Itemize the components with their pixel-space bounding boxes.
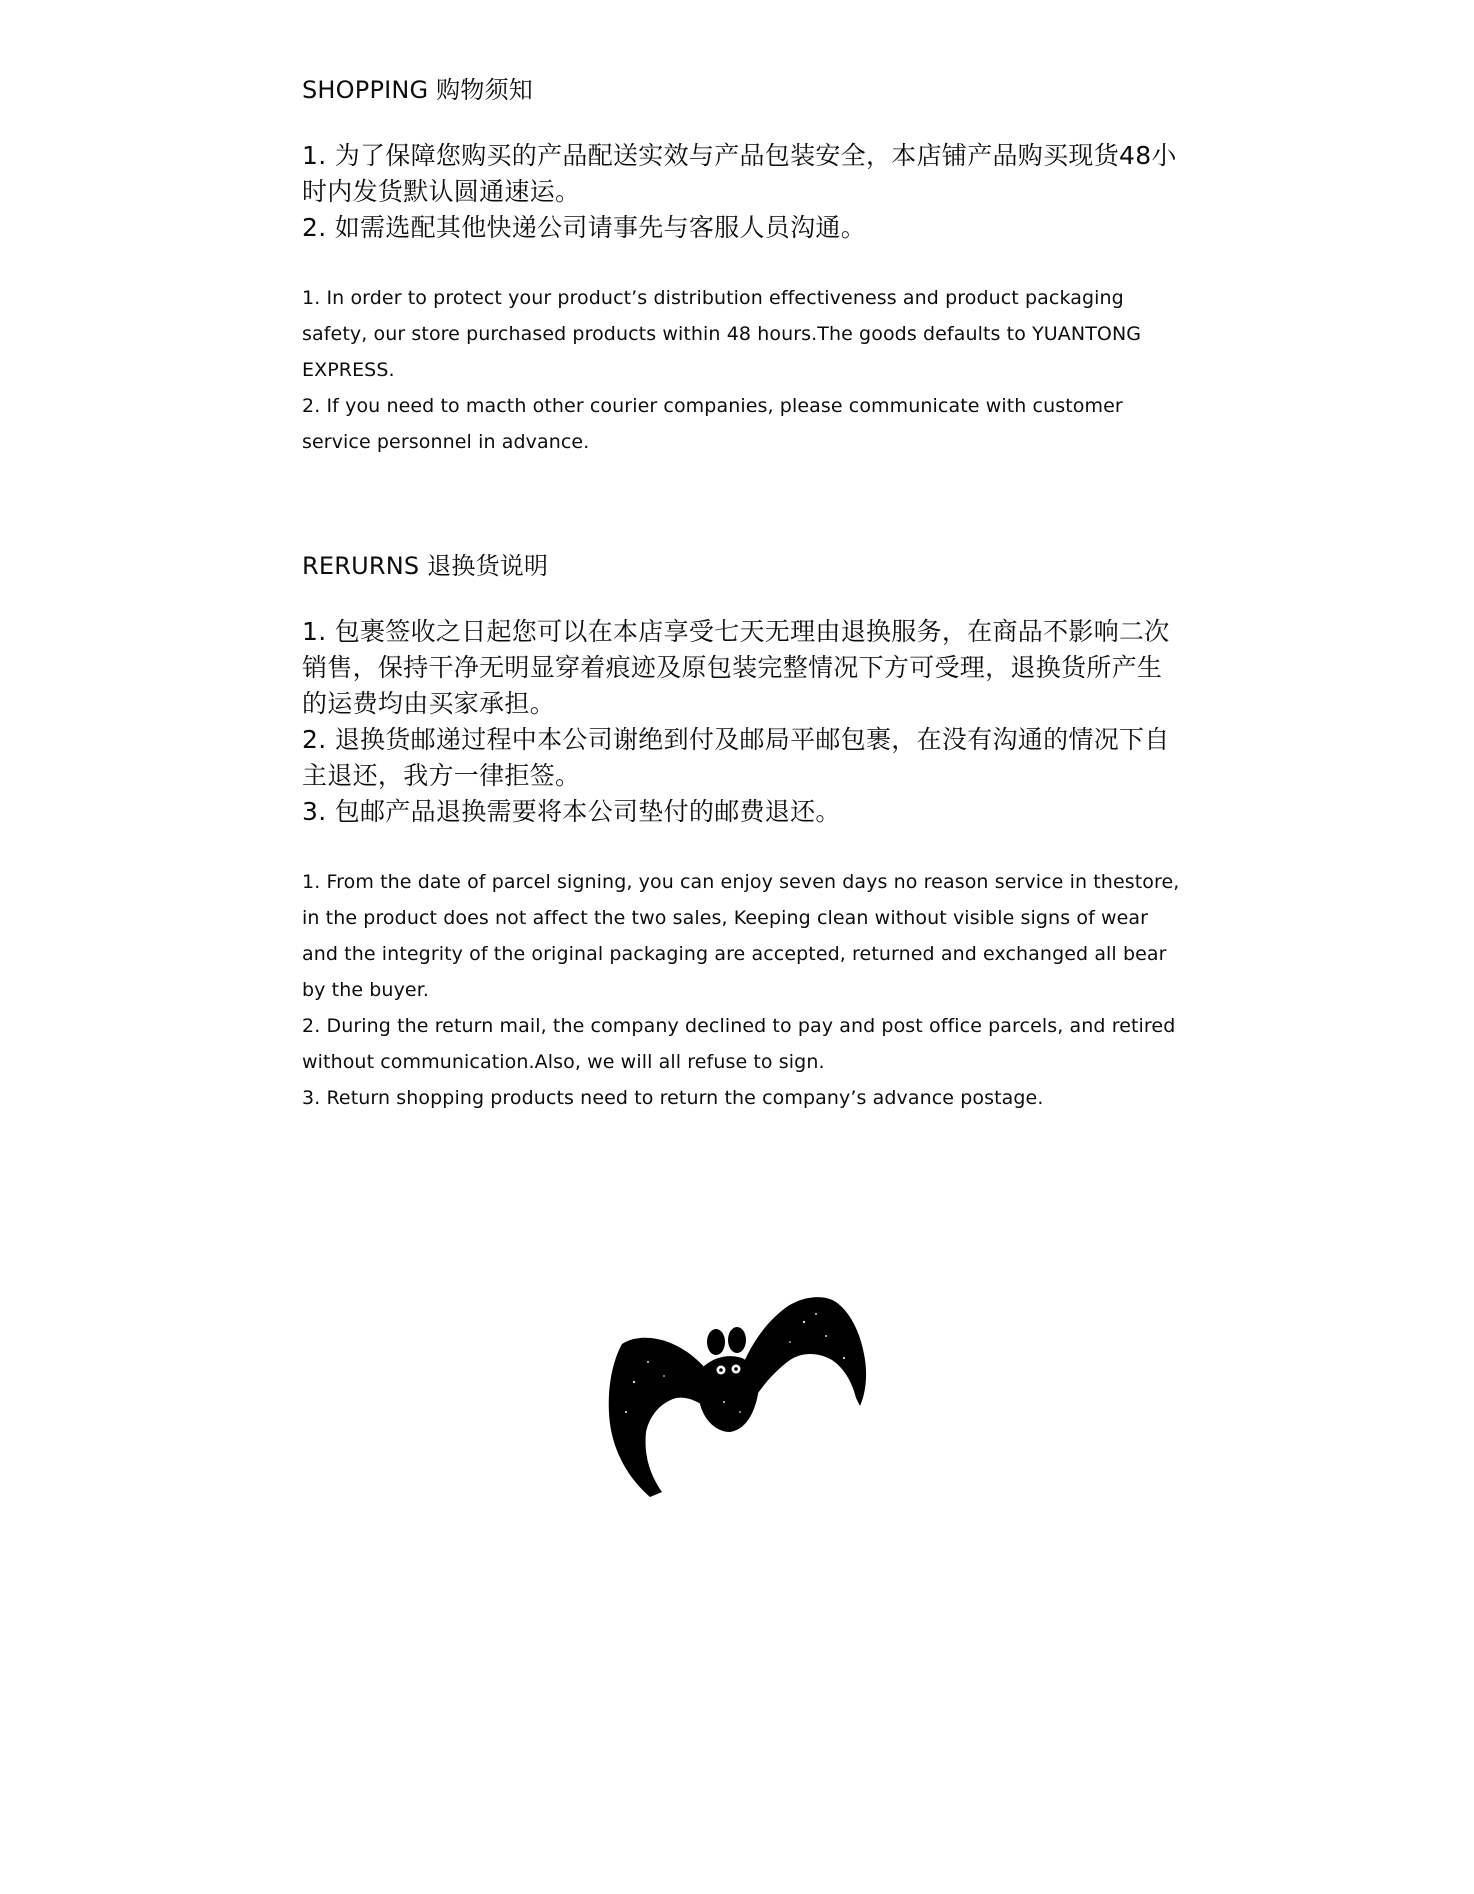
returns-section: [302, 548, 1182, 1116]
shopping-title: SHOPPING 购物须知: [302, 76, 533, 104]
returns-title: RERURNS 退换货说明: [302, 552, 549, 580]
shopping-section: [302, 72, 1182, 460]
policy-document: [302, 72, 1182, 1116]
returns-cn-item-1: 1. 包裹签收之日起您可以在本店享受七天无理由退换服务，在商品不影响二次销售，保持干净无明显穿着痕迹及原包装完整情况下方可受理，退换货所产生的运费均由买家承担。: [302, 617, 1170, 718]
shopping-en-item-1: 1. In order to protect your product’s distribution effectiveness and product packaging safety, our store purchased products within 48 hours.The goods defaults to YUANTONG EXPRESS.: [302, 287, 1142, 381]
returns-en-item-1: 1. From the date of parcel signing, you can enjoy seven days no reason service in thestore, in the product does not affect the two sales, Keeping clean without visible signs of wear and the integrity of the original packaging are accepted, returned and exchanged all bear by the buyer.: [302, 871, 1180, 1001]
returns-cn-item-3: 3. 包邮产品退换需要将本公司垫付的邮费退还。: [302, 797, 841, 826]
shopping-en-list: [302, 280, 1182, 460]
returns-cn-item-2: 2. 退换货邮递过程中本公司谢绝到付及邮局平邮包裹，在没有沟通的情况下自主退还，我方一律拒签。: [302, 725, 1170, 790]
shopping-cn-item-2: 2. 如需选配其他快递公司请事先与客服人员沟通。: [302, 213, 867, 242]
bat-illustration: [609, 1297, 866, 1497]
shopping-cn-item-1: 1. 为了保障您购买的产品配送实效与产品包装安全，本店铺产品购买现货48小时内发货默认圆通速运。: [302, 141, 1177, 206]
shopping-cn-list: [302, 138, 1182, 246]
returns-en-list: [302, 864, 1182, 1116]
shopping-en-item-2: 2. If you need to macth other courier companies, please communicate with customer service personnel in advance.: [302, 395, 1123, 453]
returns-en-item-2: 2. During the return mail, the company declined to pay and post office parcels, and retired without communication.Also, we will all refuse to sign.: [302, 1015, 1176, 1073]
returns-cn-list: [302, 614, 1182, 830]
returns-en-item-3: 3. Return shopping products need to return the company’s advance postage.: [302, 1087, 1044, 1109]
bat-icon: [604, 1292, 868, 1500]
